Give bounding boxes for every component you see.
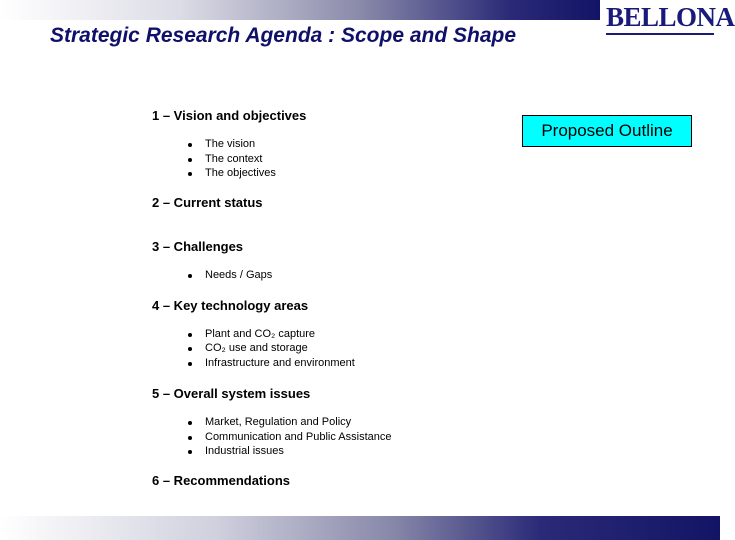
logo-text: BELLONA — [606, 2, 735, 32]
section-title: 2 – Current status — [152, 195, 263, 211]
section-title: 5 – Overall system issues — [152, 385, 311, 401]
proposed-outline-callout: Proposed Outline — [522, 115, 692, 147]
bullet-item: Market, Regulation and Policy — [152, 415, 472, 430]
logo-underline — [606, 33, 714, 35]
section-title: 4 – Key technology areas — [152, 297, 309, 313]
bellona-logo — [606, 2, 735, 35]
bullet-list — [152, 137, 472, 181]
bullet-list — [152, 327, 472, 371]
section-title: 3 – Challenges — [152, 239, 244, 255]
section-title: 1 – Vision and objectives — [152, 108, 307, 123]
section-title: 6 – Recommendations — [152, 472, 290, 488]
top-gradient-band — [0, 0, 600, 20]
bullet-item: The objectives — [152, 166, 472, 181]
bullet-item: The context — [152, 152, 472, 167]
agenda-outline — [152, 108, 472, 488]
bullet-item: Infrastructure and environment — [152, 356, 472, 371]
bullet-item: The vision — [152, 137, 472, 152]
bullet-item: Industrial issues — [152, 444, 472, 459]
bullet-item: Needs / Gaps — [152, 268, 472, 283]
bottom-gradient-band — [0, 516, 720, 540]
bullet-list — [152, 268, 472, 283]
bullet-item: Communication and Public Assistance — [152, 430, 472, 445]
bullet-list — [152, 415, 472, 459]
bullet-item: Plant and CO₂ capture — [152, 327, 472, 342]
bullet-item: CO₂ use and storage — [152, 341, 472, 356]
page-title: Strategic Research Agenda : Scope and Shape — [50, 24, 517, 47]
